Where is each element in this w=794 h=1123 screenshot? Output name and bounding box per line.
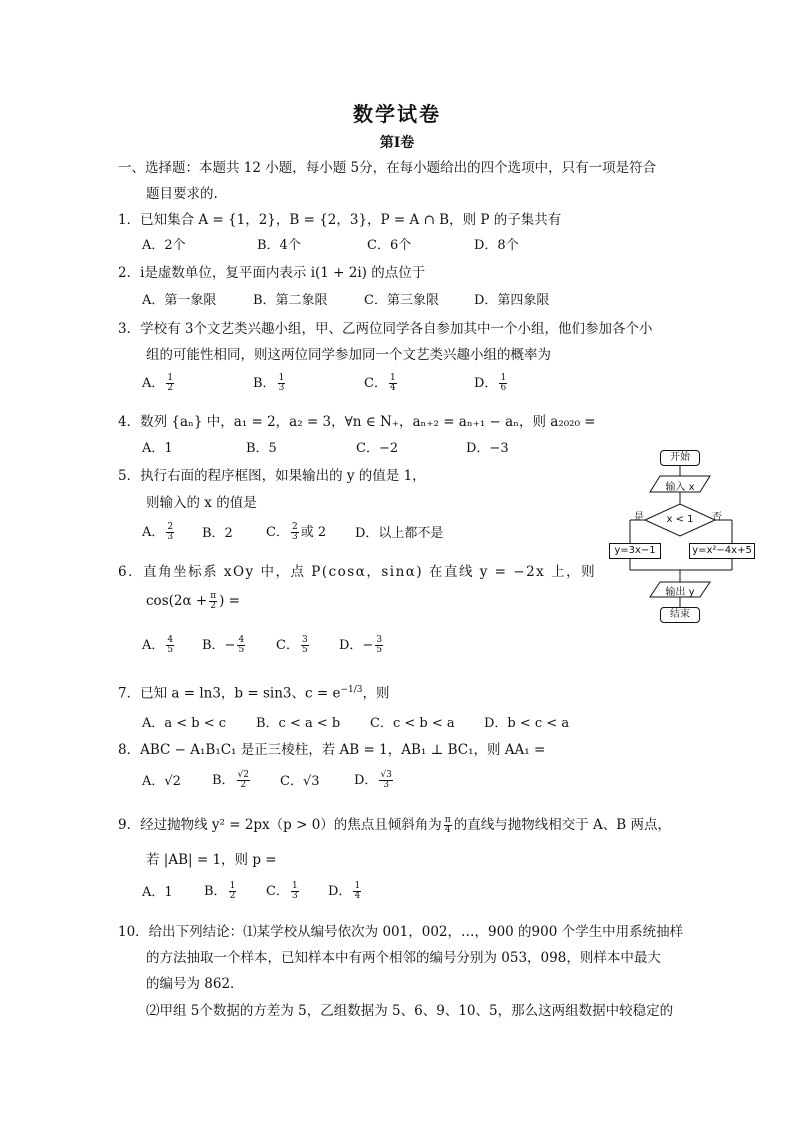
question-10-line4: ⑵甲组 5个数据的方差为 5，乙组数据为 5、6、9、10、5，那么这两组数据中较稳定的 <box>146 1003 674 1019</box>
section-heading-line1: 一、选择题：本题共 12 小题，每小题 5分，在每小题给出的四个选项中，只有一项是符合 <box>118 160 657 176</box>
question-7-stem: 7．已知 a = ln3，b = sin3、$c = e^{-1/3}$，则 <box>118 685 390 702</box>
q4-option-d: D．−3 <box>466 441 509 456</box>
flowchart-yes-label: 是 <box>634 512 644 523</box>
q8-option-b: B． $\frac{√2}{2}$ <box>212 770 250 790</box>
question-10-line1: 10．给出下列结论：⑴某学校从编号依次为 001，002，…，900 的900 个学生中用系统抽样 <box>118 924 684 940</box>
q2-option-d: D．第四象限 <box>474 293 550 308</box>
question-5-stem-line1: 5．执行右面的程序框图，如果输出的 y 的值是 1， <box>118 468 426 484</box>
question-10-line2: 的方法抽取一个样本，已知样本中有两个相邻的编号分别为 053，098，则样本中最大 <box>146 950 661 966</box>
question-4-stem: 4．数列 {aₙ} 中，a₁ = 2，a₂ = 3，∀n ∈ N₊，aₙ₊₂ = aₙ₊₁ − aₙ，则 a₂₀₂₀ = <box>118 414 596 430</box>
question-1-stem: 1．已知集合 A = {1，2}，B = {2，3}，P = A ∩ B，则 P 的子集共有 <box>118 212 562 228</box>
question-9-stem-line1: 9．经过抛物线 y² = 2px（p > 0）的焦点且倾斜角为 $\frac{\pi}{4}$ 的直线与抛物线相交于 A、B 两点， <box>118 815 671 835</box>
q5-option-b: B．2 <box>202 526 233 541</box>
question-10-line3: 的编号为 862． <box>146 976 244 992</box>
q3-option-b: B． $\frac{1}{3}$ <box>253 373 285 393</box>
q9-option-a: A．1 <box>142 885 173 900</box>
q9-option-c: C． $\frac{1}{3}$ <box>266 881 298 901</box>
q8-option-c: C．√3 <box>280 774 320 789</box>
q1-option-d: D．8个 <box>474 238 519 253</box>
flowchart-output: 输出 y <box>665 587 695 598</box>
q6-option-d: D．− $\frac{3}{5}$ <box>339 635 383 655</box>
flowchart-right-branch: y=x²−4x+5 <box>689 543 755 559</box>
q6-option-a: A． $\frac{4}{5}$ <box>142 635 174 655</box>
q1-option-c: C．6个 <box>367 238 412 253</box>
q3-option-c: C． $\frac{1}{4}$ <box>364 373 396 393</box>
q4-option-b: B．5 <box>246 441 277 456</box>
q7-option-b: B．c < a < b <box>256 716 341 731</box>
question-6-stem-line1: 6．直角坐标系 xOy 中，点 P(cosα，sinα) 在直线 y = −2x 上，则 <box>118 564 597 580</box>
flowchart-end: 结束 <box>660 607 700 623</box>
flowchart-condition: x < 1 <box>666 514 694 525</box>
question-3-stem-line1: 3．学校有 3个文艺类兴趣小组，甲、乙两位同学各自参加其中一个小组，他们参加各个小 <box>118 321 653 337</box>
q2-option-a: A．第一象限 <box>142 293 217 308</box>
flowchart-start: 开始 <box>660 450 700 466</box>
question-6-stem-line2: cos(2α + $\frac{\pi}{2}$ ) = <box>146 591 240 611</box>
q7-option-a: A．a < b < c <box>142 716 227 731</box>
q2-option-b: B．第二象限 <box>253 293 328 308</box>
q1-option-b: B．4个 <box>257 238 301 253</box>
q8-option-d: D． $\frac{√3}{3}$ <box>354 770 392 790</box>
question-5-stem-line2: 则输入的 x 的值是 <box>146 495 257 511</box>
q7-option-d: D．b < c < a <box>484 716 570 731</box>
q9-option-d: D． $\frac{1}{4}$ <box>328 881 361 901</box>
flowchart-left-branch: y=3x−1 <box>609 543 661 559</box>
q1-option-a: A．2个 <box>142 238 186 253</box>
q2-option-c: C．第三象限 <box>364 293 439 308</box>
flowchart-no-label: 否 <box>712 512 722 523</box>
question-9-stem-line2: 若 |AB| = 1，则 p = <box>146 852 277 868</box>
q7-option-c: C．c < b < a <box>370 716 455 731</box>
q6-option-c: C． $\frac{3}{5}$ <box>276 635 308 655</box>
question-3-stem-line2: 组的可能性相同，则这两位同学参加同一个文艺类兴趣小组的概率为 <box>146 347 551 363</box>
flowchart-input: 输入 x <box>665 482 695 493</box>
q8-option-a: A．√2 <box>142 774 181 789</box>
q5-option-a: A． $\frac{2}{3}$ <box>142 522 174 542</box>
question-8-stem: 8．ABC − A₁B₁C₁ 是正三棱柱，若 AB = 1，AB₁ ⊥ BC₁，则 AA₁ = <box>118 742 546 758</box>
q5-option-c: C． $\frac{2}{3}$ 或 2 <box>266 522 327 542</box>
q5-option-d: D．以上都不是 <box>355 526 444 541</box>
q6-option-b: B．− $\frac{4}{5}$ <box>202 635 245 655</box>
page-title: 数学试卷 <box>353 102 441 126</box>
q4-option-c: C．−2 <box>356 441 399 456</box>
q9-option-b: B． $\frac{1}{2}$ <box>204 881 236 901</box>
q3-option-a: A． $\frac{1}{2}$ <box>142 373 174 393</box>
section-heading-line2: 题目要求的. <box>146 186 218 202</box>
q3-option-d: D． $\frac{1}{6}$ <box>474 373 507 393</box>
question-2-stem: 2．i是虚数单位，复平面内表示 i(1 + 2i) 的点位于 <box>118 265 426 281</box>
q4-option-a: A．1 <box>142 441 173 456</box>
page-subtitle: 第Ⅰ卷 <box>379 135 415 151</box>
flowchart-diagram <box>600 440 760 630</box>
